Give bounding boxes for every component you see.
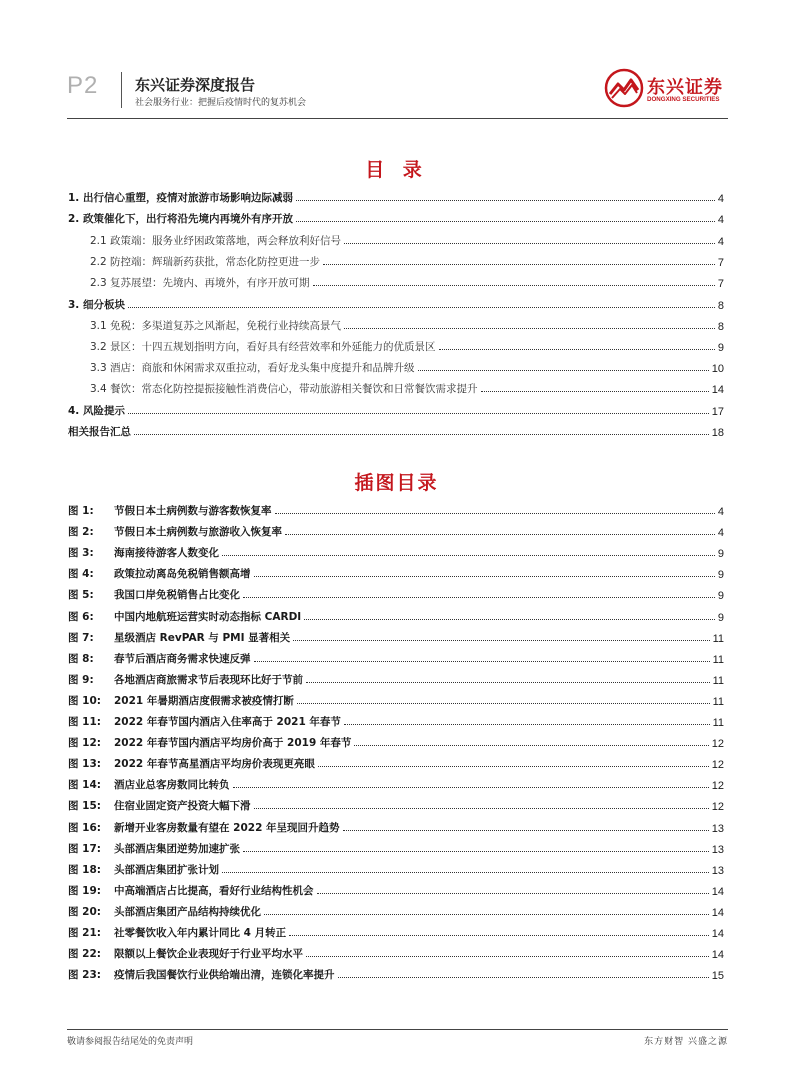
figure-leader-dots (297, 703, 710, 704)
figure-entry-page: 13 (711, 865, 724, 877)
figure-entry-number: 图 4: (68, 568, 94, 580)
figure-entry-page: 14 (711, 928, 724, 940)
figure-entry-number: 图 13: (68, 758, 101, 770)
figure-entry-label: 限额以上餐饮企业表现好于行业平均水平 (114, 948, 303, 960)
figure-entry-number: 图 9: (68, 674, 94, 686)
logo-icon (604, 68, 644, 108)
figure-entry-page: 14 (711, 907, 724, 919)
figure-entry-number: 图 8: (68, 653, 94, 665)
figure-entry[interactable] (68, 500, 724, 518)
figure-entry[interactable] (68, 859, 724, 877)
figure-entry-page: 9 (717, 548, 724, 560)
figure-entry-page: 12 (711, 780, 724, 792)
footer-slogan: 东方财智 兴盛之源 (644, 1037, 728, 1047)
toc-entry-page: 17 (711, 406, 724, 418)
figure-leader-dots (343, 830, 709, 831)
figure-entry[interactable] (68, 521, 724, 539)
figure-leader-dots (243, 597, 715, 598)
figure-leader-dots (293, 640, 709, 641)
toc-leader-dots (439, 349, 715, 350)
figure-entry-label: 我国口岸免税销售占比变化 (114, 589, 240, 601)
toc-entry[interactable] (90, 315, 724, 333)
figure-entry[interactable] (68, 817, 724, 835)
figure-entry[interactable] (68, 880, 724, 898)
figure-entry[interactable] (68, 795, 724, 813)
toc-entry-page: 7 (717, 278, 724, 290)
figure-leader-dots (254, 808, 709, 809)
toc-entry-page: 18 (711, 427, 724, 439)
toc-entry-label: 3.3 酒店：商旅和休闲需求双重拉动，看好龙头集中度提升和品牌升级 (90, 362, 415, 374)
figure-entry[interactable] (68, 901, 724, 919)
toc-entry-page: 7 (717, 257, 724, 269)
figure-entry[interactable] (68, 838, 724, 856)
figure-entry-page: 13 (711, 823, 724, 835)
figure-entry-label: 节假日本土病例数与旅游收入恢复率 (114, 526, 282, 538)
figure-entry-page: 14 (711, 949, 724, 961)
toc-entry-label: 2. 政策催化下，出行将沿先境内再境外有序开放 (68, 213, 293, 225)
toc-entry-label: 3. 细分板块 (68, 299, 125, 311)
figure-entry-number: 图 14: (68, 779, 101, 791)
toc-entry[interactable] (68, 208, 724, 226)
report-subtitle: 社会服务行业：把握后疫情时代的复苏机会 (135, 98, 307, 108)
toc-entry[interactable] (90, 272, 724, 290)
figure-entry-page: 9 (717, 569, 724, 581)
figure-leader-dots (222, 555, 715, 556)
toc-entry-label: 3.4 餐饮：常态化防控提振接触性消费信心，带动旅游相关餐饮和日常餐饮需求提升 (90, 383, 478, 395)
figure-entry-page: 11 (712, 696, 724, 708)
toc-entry[interactable] (90, 378, 724, 396)
figure-leader-dots (306, 956, 709, 957)
figure-entry-number: 图 10: (68, 695, 101, 707)
figure-entry[interactable] (68, 964, 724, 982)
toc-entry[interactable] (90, 251, 724, 269)
toc-entry-page: 4 (717, 214, 724, 226)
toc-entry[interactable] (90, 230, 724, 248)
figure-entry[interactable] (68, 584, 724, 602)
company-logo (604, 68, 730, 112)
figure-entry-page: 11 (712, 675, 724, 687)
figure-entry[interactable] (68, 627, 724, 645)
figure-entry-label: 中高端酒店占比提高，看好行业结构性机会 (114, 885, 314, 897)
toc-leader-dots (418, 370, 709, 371)
figure-entry[interactable] (68, 922, 724, 940)
toc-leader-dots (481, 391, 709, 392)
report-title: 东兴证券深度报告 (135, 76, 256, 94)
figure-entry[interactable] (68, 774, 724, 792)
figure-entry-number: 图 11: (68, 716, 101, 728)
toc-leader-dots (128, 307, 715, 308)
toc-leader-dots (128, 413, 709, 414)
toc-entry[interactable] (90, 336, 724, 354)
figure-entry-label: 新增开业客房数量有望在 2022 年呈现回升趋势 (114, 822, 340, 834)
toc-entry-label: 4. 风险提示 (68, 405, 125, 417)
figure-entry-label: 各地酒店商旅需求节后表现环比好于节前 (114, 674, 303, 686)
toc-entry[interactable] (90, 357, 724, 375)
figure-entry-page: 9 (717, 590, 724, 602)
figure-leader-dots (285, 534, 715, 535)
figure-entry-page: 4 (717, 506, 724, 518)
figure-entry-number: 图 6: (68, 611, 94, 623)
figure-entry-label: 2021 年暑期酒店度假需求被疫情打断 (114, 695, 294, 707)
toc-entry-page: 4 (717, 193, 724, 205)
figure-leader-dots (222, 872, 709, 873)
figure-entry[interactable] (68, 606, 724, 624)
figure-entry-label: 2022 年春节国内酒店入住率高于 2021 年春节 (114, 716, 341, 728)
toc-entry-label: 2.2 防控端：辉瑞新药获批，常态化防控更进一步 (90, 256, 321, 268)
toc-entry-page: 9 (717, 342, 724, 354)
figure-entry-number: 图 7: (68, 632, 94, 644)
figure-leader-dots (254, 661, 710, 662)
toc-leader-dots (313, 285, 715, 286)
figure-leader-dots (318, 766, 709, 767)
figure-entry-number: 图 22: (68, 948, 101, 960)
figure-leader-dots (344, 724, 710, 725)
figure-entry-label: 头部酒店集团扩张计划 (114, 864, 219, 876)
figure-entry-label: 2022 年春节高星酒店平均房价表现更亮眼 (114, 758, 315, 770)
figure-entry-label: 中国内地航班运营实时动态指标 CARDI (114, 611, 302, 623)
toc-entry-page: 8 (717, 321, 724, 333)
toc-leader-dots (344, 243, 715, 244)
figure-leader-dots (304, 619, 715, 620)
figure-entry-page: 4 (717, 527, 724, 539)
toc-entry-page: 8 (717, 300, 724, 312)
figure-entry-label: 酒店业总客房数同比转负 (114, 779, 230, 791)
toc-entry[interactable] (68, 187, 724, 205)
figure-entry[interactable] (68, 648, 724, 666)
figure-entry-number: 图 1: (68, 505, 94, 517)
figure-entry-number: 图 2: (68, 526, 94, 538)
figure-entry-number: 图 3: (68, 547, 94, 559)
header-divider (121, 72, 122, 108)
logo-text-en: DONGXING SECURITIES (647, 96, 720, 103)
figure-entry-label: 住宿业固定资产投资大幅下滑 (114, 800, 251, 812)
footer-disclaimer: 敬请参阅报告结尾处的免责声明 (67, 1037, 194, 1047)
figure-entry-label: 节假日本土病例数与游客数恢复率 (114, 505, 272, 517)
figure-entry-label: 政策拉动离岛免税销售额高增 (114, 568, 251, 580)
figure-entry-number: 图 16: (68, 822, 101, 834)
figure-entry[interactable] (68, 711, 724, 729)
figure-leader-dots (233, 787, 709, 788)
toc-leader-dots (344, 328, 715, 329)
figure-entry-number: 图 23: (68, 969, 101, 981)
figure-entry-page: 12 (711, 759, 724, 771)
figure-entry[interactable] (68, 943, 724, 961)
toc-entry[interactable] (68, 400, 724, 418)
figure-entry-page: 9 (717, 612, 724, 624)
figure-entry-page: 13 (711, 844, 724, 856)
figure-entry-number: 图 5: (68, 589, 94, 601)
figure-entry-page: 15 (711, 970, 724, 982)
figure-entry-page: 12 (711, 801, 724, 813)
toc-entry[interactable] (68, 421, 724, 439)
toc-entry-page: 4 (717, 236, 724, 248)
figure-list-heading: 插图目录 (354, 472, 439, 494)
figure-entry-label: 头部酒店集团产品结构持续优化 (114, 906, 261, 918)
figure-leader-dots (306, 682, 710, 683)
figure-entry-page: 14 (711, 886, 724, 898)
figure-leader-dots (264, 914, 709, 915)
figure-leader-dots (289, 935, 709, 936)
figure-leader-dots (275, 513, 715, 514)
figure-entry[interactable] (68, 753, 724, 771)
figure-entry[interactable] (68, 690, 724, 708)
figure-entry-number: 图 19: (68, 885, 101, 897)
figure-entry[interactable] (68, 732, 724, 750)
figure-entry-label: 疫情后我国餐饮行业供给端出清，连锁化率提升 (114, 969, 335, 981)
toc-leader-dots (134, 434, 709, 435)
toc-entry-page: 10 (711, 363, 724, 375)
page-number: P2 (67, 72, 99, 99)
toc-entry-label: 3.1 免税：多渠道复苏之风渐起，免税行业持续高景气 (90, 320, 342, 332)
figure-entry-label: 海南接待游客人数变化 (114, 547, 219, 559)
figure-entry-label: 头部酒店集团逆势加速扩张 (114, 843, 240, 855)
toc-leader-dots (323, 264, 715, 265)
figure-leader-dots (338, 977, 709, 978)
figure-entry-label: 社零餐饮收入年内累计同比 4 月转正 (114, 927, 287, 939)
figure-entry-page: 11 (712, 654, 724, 666)
figure-entry-number: 图 20: (68, 906, 101, 918)
toc-leader-dots (296, 200, 715, 201)
toc-entry-page: 14 (711, 384, 724, 396)
figure-entry-label: 春节后酒店商务需求快速反弹 (114, 653, 251, 665)
header-rule (67, 118, 728, 119)
toc-entry[interactable] (68, 294, 724, 312)
figure-entry-number: 图 15: (68, 800, 101, 812)
figure-entry[interactable] (68, 542, 724, 560)
toc-entry-label: 2.3 复苏展望：先境内、再境外，有序开放可期 (90, 277, 310, 289)
toc-leader-dots (296, 221, 715, 222)
footer-rule (67, 1029, 728, 1030)
figure-entry-page: 11 (712, 633, 724, 645)
logo-text-cn: 东兴证券 (647, 77, 723, 98)
figure-entry-page: 11 (712, 717, 724, 729)
figure-leader-dots (354, 745, 708, 746)
figure-entry-label: 2022 年春节国内酒店平均房价高于 2019 年春节 (114, 737, 352, 749)
figure-entry-number: 图 18: (68, 864, 101, 876)
figure-entry[interactable] (68, 563, 724, 581)
toc-entry-label: 2.1 政策端：服务业纾困政策落地，两会释放利好信号 (90, 235, 342, 247)
toc-entry-label: 相关报告汇总 (68, 426, 131, 438)
toc-entry-label: 1. 出行信心重塑，疫情对旅游市场影响边际减弱 (68, 192, 293, 204)
page-header (0, 0, 793, 124)
figure-entry-label: 星级酒店 RevPAR 与 PMI 显著相关 (114, 632, 291, 644)
toc-entry-label: 3.2 景区：十四五规划指明方向，看好具有经营效率和外延能力的优质景区 (90, 341, 436, 353)
figure-leader-dots (317, 893, 709, 894)
figure-entry-number: 图 17: (68, 843, 101, 855)
toc-heading: 目 录 (365, 159, 428, 181)
figure-entry-number: 图 21: (68, 927, 101, 939)
figure-leader-dots (254, 576, 715, 577)
figure-entry-number: 图 12: (68, 737, 101, 749)
figure-entry[interactable] (68, 669, 724, 687)
figure-entry-page: 12 (711, 738, 724, 750)
figure-leader-dots (243, 851, 709, 852)
